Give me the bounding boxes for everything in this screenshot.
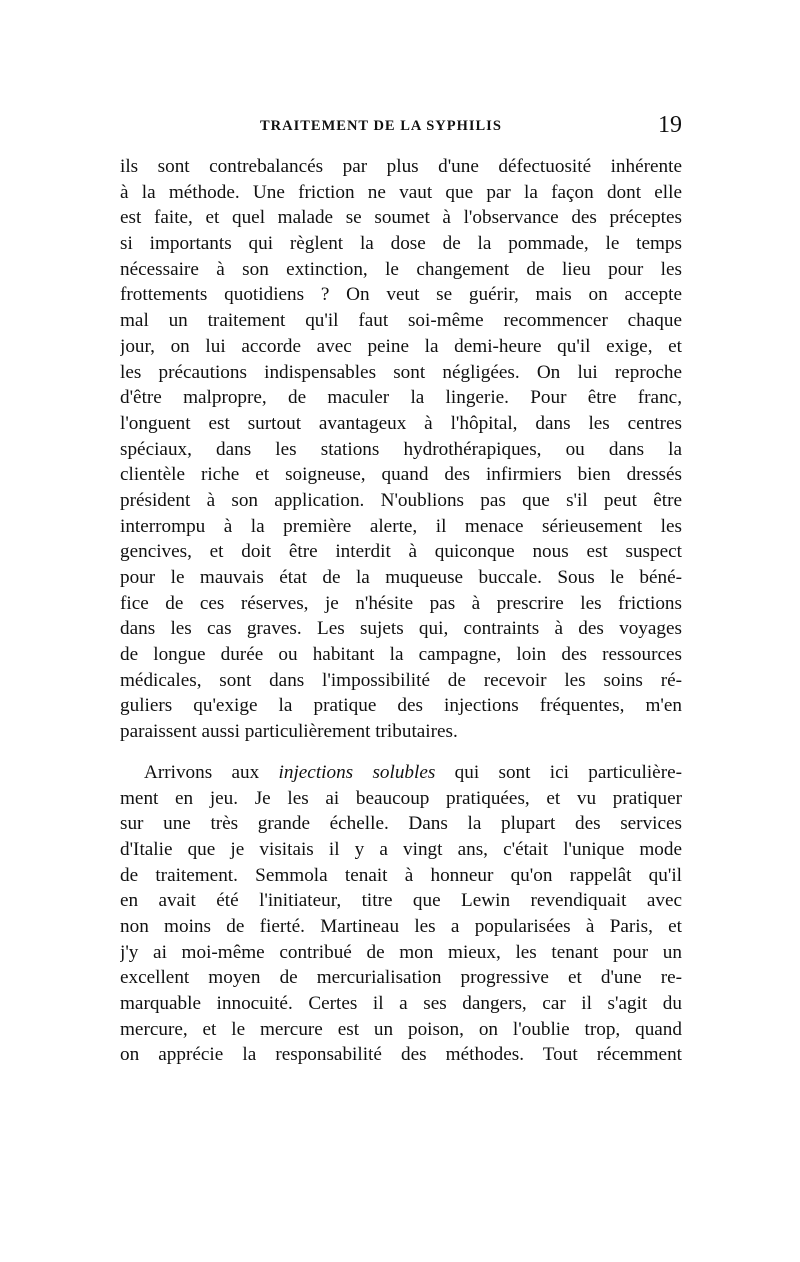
- text-run: qui sont ici particulière-: [435, 761, 682, 783]
- text-line: interrompu à la première alerte, il menace sérieusement les: [120, 515, 682, 537]
- text-line: nécessaire à son extinction, le changement de lieu pour les: [120, 258, 682, 280]
- text-run: Arrivons aux: [144, 761, 279, 783]
- text-line: mercure, et le mercure est un poison, on l'oublie trop, quand: [120, 1018, 682, 1040]
- text-line: l'onguent est surtout avantageux à l'hôpital, dans les centres: [120, 412, 682, 434]
- text-line: j'y ai moi-même contribué de mon mieux, les tenant pour un: [120, 941, 682, 963]
- italic-term: injections solubles: [278, 761, 436, 783]
- text-line: si importants qui règlent la dose de la pommade, le temps: [120, 233, 682, 255]
- text-line: non moins de fierté. Martineau les a popularisées à Paris, et: [120, 915, 682, 937]
- text-line: mal un traitement qu'il faut soi-même recommencer chaque: [120, 310, 682, 332]
- text-line: de longue durée ou habitant la campagne, loin des ressources: [120, 644, 682, 666]
- text-line: gencives, et doit être interdit à quiconque nous est suspect: [120, 541, 682, 563]
- running-header: [120, 112, 682, 142]
- text-line: guliers qu'exige la pratique des injections fréquentes, m'en: [120, 695, 682, 717]
- text-line: en avait été l'initiateur, titre que Lewin revendiquait avec: [120, 890, 682, 912]
- text-line: est faite, et quel malade se soumet à l'observance des préceptes: [120, 207, 682, 229]
- text-line: d'être malpropre, de maculer la lingerie. Pour être franc,: [120, 387, 682, 409]
- text-line: d'Italie que je visitais il y a vingt ans, c'était l'unique mode: [120, 838, 682, 860]
- text-line: ment en jeu. Je les ai beaucoup pratiquées, et vu pratiquer: [120, 787, 682, 809]
- running-title: TRAITEMENT DE LA SYPHILIS: [260, 118, 502, 134]
- text-line: pour le mauvais état de la muqueuse buccale. Sous le béné-: [120, 567, 682, 588]
- text-line: de traitement. Semmola tenait à honneur qu'on rappelât qu'il: [120, 864, 682, 886]
- paragraph-1: [120, 154, 682, 745]
- text-line: dans les cas graves. Les sujets qui, contraints à des voyages: [120, 618, 682, 640]
- text-line: frottements quotidiens ? On veut se guérir, mais on accepte: [120, 284, 682, 306]
- body-text: [120, 154, 682, 1068]
- text-line: à la méthode. Une friction ne vaut que par la façon dont elle: [120, 181, 682, 203]
- text-line: on apprécie la responsabilité des méthodes. Tout récemment: [120, 1044, 682, 1066]
- text-line: sur une très grande échelle. Dans la plupart des services: [120, 813, 682, 835]
- text-line: médicales, sont dans l'impossibilité de recevoir les soins ré-: [120, 669, 682, 691]
- paragraph-gap: [120, 745, 682, 760]
- text-line: marquable innocuité. Certes il a ses dangers, car il s'agit du: [120, 993, 682, 1014]
- text-line: [120, 760, 682, 786]
- paragraph-2: [120, 760, 682, 1068]
- text-line: ils sont contrebalancés par plus d'une défectuosité inhérente: [120, 156, 682, 177]
- text-line: spéciaux, dans les stations hydrothérapiques, ou dans la: [120, 438, 682, 460]
- text-line: les précautions indispensables sont négligées. On lui reproche: [120, 361, 682, 383]
- text-line: paraissent aussi particulièrement tributaires.: [120, 721, 458, 743]
- text-line: fice de ces réserves, je n'hésite pas à prescrire les frictions: [120, 592, 682, 614]
- page-number: 19: [658, 112, 682, 138]
- text-line: excellent moyen de mercurialisation progressive et d'une re-: [120, 967, 682, 989]
- text-line: jour, on lui accorde avec peine la demi-heure qu'il exige, et: [120, 335, 682, 357]
- text-line: président à son application. N'oublions pas que s'il peut être: [120, 489, 682, 511]
- text-line: clientèle riche et soigneuse, quand des infirmiers bien dressés: [120, 464, 682, 486]
